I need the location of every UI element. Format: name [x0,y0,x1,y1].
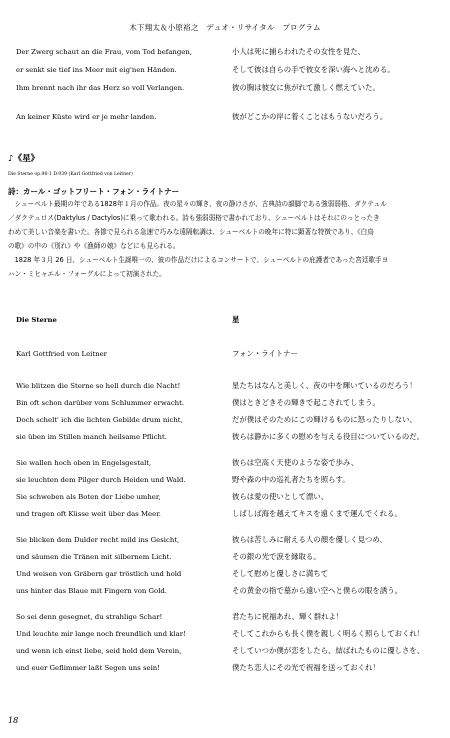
song-title: ♪《星》 [8,154,40,164]
german-title: Die Sterne [16,316,57,324]
commentary-line: ／ダクテュロス(Daktylus / Dactylos)に乗って歌われる。詩も強弱弱格で書かれており、シューベルトはそれにのっとったき [8,214,380,222]
song-poet: 詩：カール・ゴットフリート・フォン・ライトナー [8,187,180,196]
german-line: Sie blicken dem Dulder recht mild ins Gesicht, [16,536,180,544]
japanese-line: 僕たち恋人にその光で祝福を送っておくれ！ [232,663,380,672]
lyric-row [0,568,450,580]
german-line: An keiner Küste wird er je mehr landen. [16,113,157,121]
lyric-row [0,628,450,640]
german-line: uns hinter das Blaue mit Fingern von Gold. [16,587,167,595]
commentary-line: わめて美しい音楽を書いた。各節で見られる急速で巧みな遠隔転調は、シューベルトの晩年に特に顕著な特徴であり、《白鳥 [8,228,374,236]
lyric-row [0,397,450,409]
lyric-row [0,380,450,392]
german-line: sie leuchten dem Pilger durch Heiden und Wald. [16,476,186,484]
lyric-title-row [0,314,450,326]
japanese-line: そしていつか僕が恋をしたら、結ばれたものに優しさを、 [232,646,425,655]
japanese-line: その黄金の指で墓から遠い空へと僕らの眼を誘う。 [232,586,402,595]
lyric-row [0,534,450,546]
lyric-row [0,457,450,469]
japanese-line: 僕はときどきその輝きで起こされてしまう。 [232,398,380,407]
song-source: Die Sterne op.96-1 D.939 (Karl Gottfried von Leitner) [8,172,133,177]
german-line: sie üben im Stillen manch heilsame Pflicht. [16,433,167,441]
japanese-line: そしてこれからも長く僕を親しく明るく照らしておくれ！ [232,629,425,638]
commentary-line: の歌》の中の《別れ》や《漁師の娘》などにも見られる。 [8,242,180,250]
page-number: 18 [8,716,19,725]
lyric-row [0,551,450,563]
japanese-line: 彼の胸は彼女に焦がれて激しく燃えていた。 [232,83,380,92]
german-line: Wie blitzen die Sterne so hell durch die Nacht! [16,382,181,390]
page-header: 木下翔太＆小原裕之 デュオ・リサイタル プログラム [129,23,321,32]
german-line: So sei denn gesegnet, du strahlige Schar! [16,613,163,621]
german-line: und säumen die Tränen mit silbernem Licht. [16,553,172,561]
lyric-row [0,611,450,623]
japanese-line: 彼らは空高く天使のような姿で歩み、 [232,458,359,467]
commentary-line: シューベルト最期の年である1828年１月の作品。夜の星々の輝き、夜の静けさが、古典詩の韻脚である強弱弱格、ダクテュル [8,200,387,208]
japanese-line: 君たちに祝福あれ、輝く群れよ！ [232,612,344,621]
lyric-row [0,414,450,426]
japanese-line: その銀の光で涙を縁取る。 [232,552,321,561]
japanese-line: 彼らは静かに多くの慰めを与える役目についているのだ。 [232,432,425,441]
commentary-line: 1828 年３月 26 日、シューベルト生誕唯一の、彼の作品だけによるコンサートで、シューベルトの庇護者であった宮廷歌手ヨ [8,256,389,264]
commentary-line: ハン・ミヒャエル・フォーグルによって初演された。 [8,270,166,278]
lyric-row [0,64,450,76]
japanese-line: 野や森の中の巡礼者たちを照らす。 [232,475,350,484]
japanese-line: 彼らは愛の使いとして漂い、 [232,492,329,501]
german-line: Sie schweben als Boten der Liebe umher, [16,493,161,501]
german-line: er senkt sie tief ins Meer mit eig'nen Händen. [16,66,177,74]
japanese-line: 星たちはなんと美しく、夜の中を輝いているのだろう！ [232,381,417,390]
japanese-line: そして彼は自らの手で彼女を深い海へと沈める。 [232,65,395,74]
japanese-line: 小人は死に捕らわれたその女性を見た、 [232,47,366,56]
german-line: Und weisen von Gräbern gar tröstlich und hold [16,570,182,578]
lyric-row [0,645,450,657]
german-line: und euer Geflimmer laßt Segen uns sein! [16,664,160,672]
german-line: Der Zwerg schaut an die Frau, vom Tod befangen, [16,48,192,56]
lyric-row [0,46,450,58]
lyric-author-row [0,348,450,360]
japanese-title: 星 [232,315,240,324]
japanese-line: だが僕はそのためにこの輝けるものに怒ったりしない、 [232,415,417,424]
german-line: Und leuchte mir lange noch freundlich und klar! [16,630,186,638]
german-line: Doch schelt' ich die lichten Gebilde drum nicht, [16,416,183,424]
lyric-row [0,585,450,597]
german-line: und wenn ich einst liebe, seid hold dem Verein, [16,647,182,655]
japanese-line: しばしば海を越えてキスを遠くまで運んでくれる。 [232,509,402,518]
japanese-line: 彼らは苦しみに耐える人の顔を優しく見つめ、 [232,535,387,544]
german-line: Bin oft schon darüber vom Schlummer erwacht. [16,399,185,407]
japanese-author: フォン・ライトナー [232,349,298,358]
japanese-line: そして慰めと優しさに満ちて [232,569,329,578]
german-line: Sie wallen hoch oben in Engelsgestalt, [16,459,152,467]
lyric-row [0,111,450,123]
lyric-row [0,474,450,486]
lyric-row [0,508,450,520]
lyric-row [0,431,450,443]
lyric-row [0,491,450,503]
lyric-row [0,82,450,94]
german-line: und tragen oft Küsse weit über das Meer. [16,510,161,518]
japanese-line: 彼がどこかの岸に着くことはもうないだろう。 [232,112,388,121]
lyric-row [0,662,450,674]
german-line: Ihm brennt nach ihr das Herz so voll Verlangen. [16,84,185,92]
german-author: Karl Gottfried von Leitner [16,350,107,358]
